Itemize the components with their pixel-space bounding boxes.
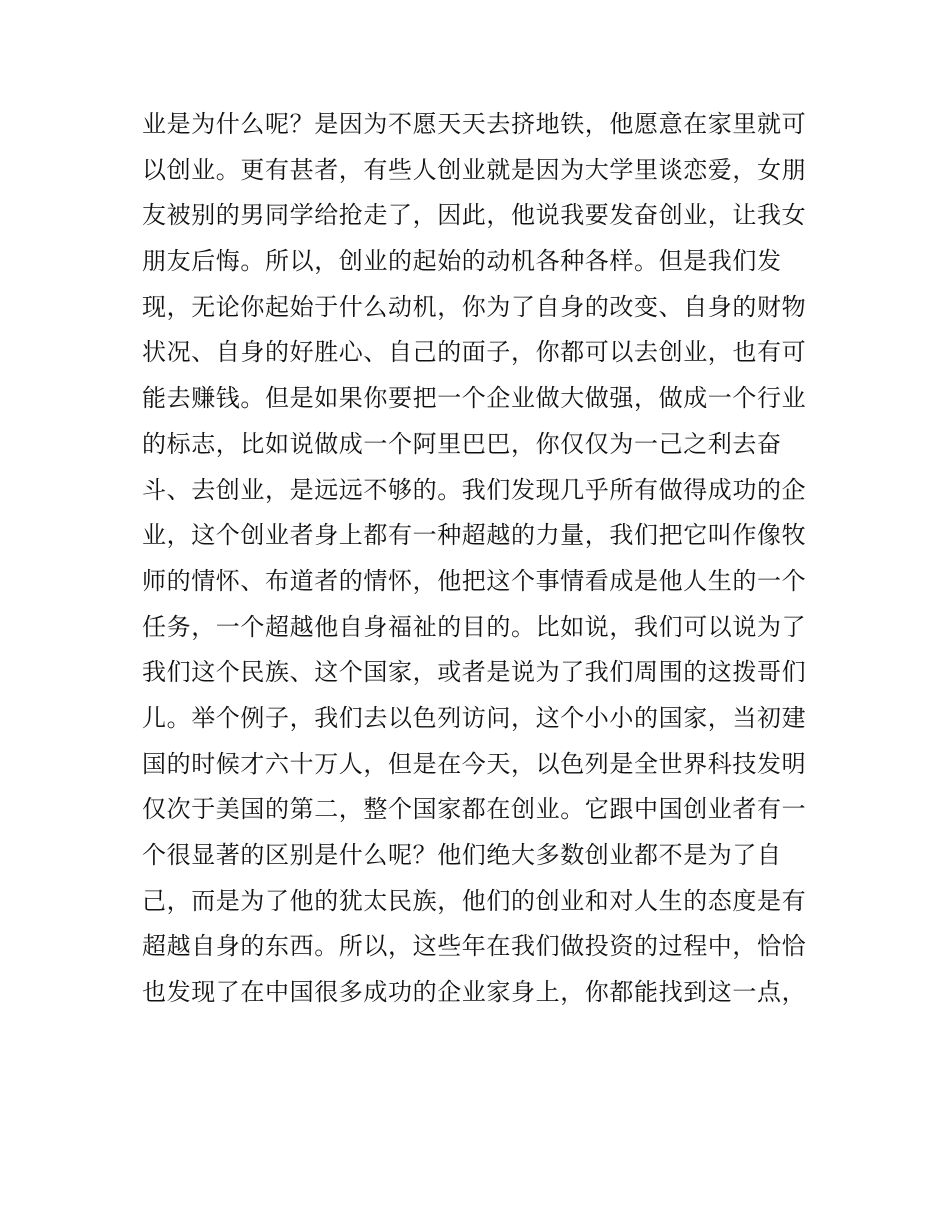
text-line-7: 能去赚钱。但是如果你要把一个企业做大做强，做成一个行业 <box>142 384 807 413</box>
text-line-6: 状况、自身的好胜心、自己的面子，你都可以去创业，也有可 <box>142 338 807 367</box>
text-line-12: 任务，一个超越他自身福祉的目的。比如说，我们可以说为了 <box>142 612 807 641</box>
text-line-10: 业，这个创业者身上都有一种超越的力量，我们把它叫作像牧 <box>142 521 807 550</box>
text-line-4: 朋友后悔。所以，创业的起始的动机各种各样。但是我们发 <box>142 247 782 276</box>
text-line-3: 友被别的男同学给抢走了，因此，他说我要发奋创业，让我女 <box>142 201 807 230</box>
text-line-2: 以创业。更有甚者，有些人创业就是因为大学里谈恋爱，女朋 <box>142 155 807 184</box>
text-line-5: 现，无论你起始于什么动机，你为了自身的改变、自身的财物 <box>142 292 807 321</box>
text-line-19: 超越自身的东西。所以，这些年在我们做投资的过程中，恰恰 <box>142 932 807 961</box>
text-line-20: 也发现了在中国很多成功的企业家身上，你都能找到这一点， <box>142 978 807 1007</box>
text-line-8: 的标志，比如说做成一个阿里巴巴，你仅仅为一己之利去奋 <box>142 429 782 458</box>
text-line-15: 国的时候才六十万人，但是在今天，以色列是全世界科技发明 <box>142 749 807 778</box>
text-line-1: 业是为什么呢？是因为不愿天天去挤地铁，他愿意在家里就可 <box>142 110 807 138</box>
text-line-11: 师的情怀、布道者的情怀，他把这个事情看成是他人生的一个 <box>142 566 807 595</box>
text-line-18: 己，而是为了他的犹太民族，他们的创业和对人生的态度是有 <box>142 886 807 915</box>
text-line-9: 斗、去创业，是远远不够的。我们发现几乎所有做得成功的企 <box>142 475 807 504</box>
text-line-14: 儿。举个例子，我们去以色列访问，这个小小的国家，当初建 <box>142 703 807 732</box>
text-line-13: 我们这个民族、这个国家，或者是说为了我们周围的这拨哥们 <box>142 658 807 687</box>
text-line-16: 仅次于美国的第二，整个国家都在创业。它跟中国创业者有一 <box>142 795 807 824</box>
body-text <box>142 102 822 1016</box>
text-line-17: 个很显著的区别是什么呢？他们绝大多数创业都不是为了自 <box>142 841 782 869</box>
